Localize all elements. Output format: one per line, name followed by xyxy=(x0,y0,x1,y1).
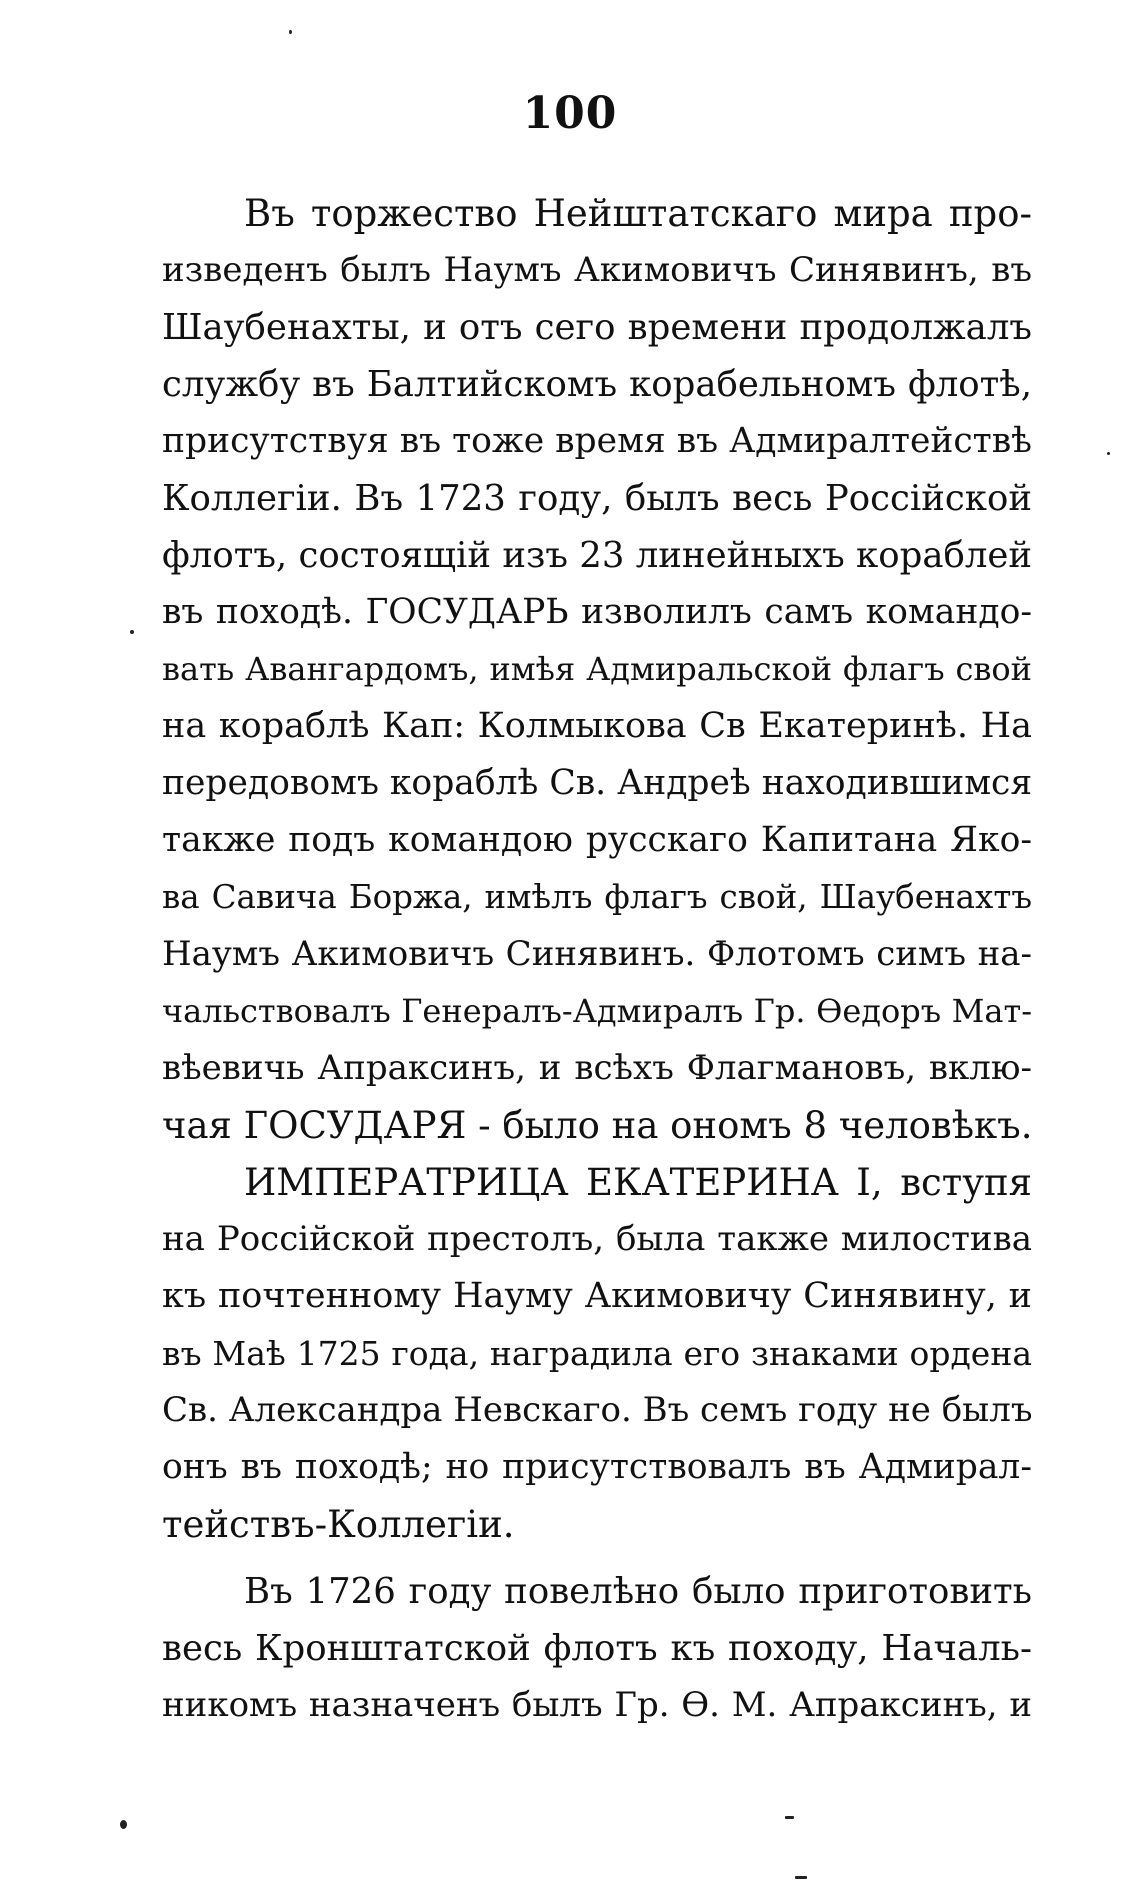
scan-speck xyxy=(130,630,134,634)
text-line: также подъ командою русскаго Капитана Яко- xyxy=(162,820,1032,860)
text-line: изведенъ былъ Наумъ Акимовичъ Синявинъ, въ xyxy=(162,250,1032,290)
text-line: въ Маѣ 1725 года, наградила его знаками ордена xyxy=(162,1334,1032,1373)
scan-speck xyxy=(785,1816,794,1819)
paragraph xyxy=(162,185,1032,1154)
paragraph-gap xyxy=(162,1553,1032,1563)
scan-speck xyxy=(289,30,292,34)
text-line: къ почтенному Науму Акимовичу Синявину, и xyxy=(162,1276,1032,1316)
body-text xyxy=(162,185,1032,1734)
page-number: 100 xyxy=(522,88,618,139)
text-line: никомъ назначенъ былъ Гр. Ѳ. М. Апраксинъ, и xyxy=(162,1685,1032,1725)
scan-speck xyxy=(1107,452,1110,455)
text-line: службу въ Балтийскомъ корабельномъ флотѣ, xyxy=(162,364,1032,405)
text-line: Св. Александра Невскаго. Въ семъ году не былъ xyxy=(162,1390,1033,1430)
text-line: присутствуя въ тоже время въ Адмиралтействѣ xyxy=(162,421,1032,461)
text-line: тействъ-Коллегіи. xyxy=(162,1503,515,1546)
text-line: вать Авангардомъ, имѣя Адмиральской флагъ свой xyxy=(162,650,1032,688)
text-line: на кораблѣ Кап: Колмыкова Св Екатеринѣ. На xyxy=(162,706,1032,746)
text-line: Въ торжество Нейштатскаго мира про- xyxy=(244,192,1032,235)
text-line: въ походѣ. ГОСУДАРЬ изволилъ самъ командо- xyxy=(162,592,1032,632)
text-line: флотъ, состоящій изъ 23 линейныхъ кораблей xyxy=(162,535,1033,576)
text-line: ИМПЕРАТРИЦА ЕКАТЕРИНА I, вступя xyxy=(244,1161,1032,1204)
text-line: онъ въ походѣ; но присутствовалъ въ Адмирал- xyxy=(162,1447,1032,1487)
scan-speck xyxy=(120,1820,127,1829)
text-line: Коллегіи. Въ 1723 году, былъ весь Россійской xyxy=(162,478,1032,519)
text-line: весь Кронштатской флотъ къ походу, Началь- xyxy=(162,1628,1032,1669)
text-line: чая ГОСУДАРЯ - было на ономъ 8 человѣкъ. xyxy=(162,1104,1033,1147)
text-line: чальствовалъ Генералъ-Адмиралъ Гр. Ѳедоръ Мат- xyxy=(162,992,1032,1030)
text-line: Наумъ Акимовичъ Синявинъ. Флотомъ симъ на- xyxy=(162,934,1032,974)
paragraph xyxy=(162,1563,1032,1734)
text-line: Въ 1726 году повелѣно было приготовить xyxy=(244,1571,1032,1612)
text-line: на Россійской престолъ, была также милостива xyxy=(162,1219,1032,1259)
paragraph xyxy=(162,1154,1032,1553)
text-line: ва Савича Боржа, имѣлъ флагъ свой, Шаубенахтъ xyxy=(162,878,1032,916)
text-line: Шаубенахты, и отъ сего времени продолжалъ xyxy=(162,307,1032,348)
scan-speck xyxy=(795,1876,807,1879)
text-line: передовомъ кораблѣ Св. Андреѣ находившимся xyxy=(162,763,1033,803)
text-line: вѣевичь Апраксинъ, и всѣхъ Флагмановъ, вклю- xyxy=(162,1048,1032,1088)
